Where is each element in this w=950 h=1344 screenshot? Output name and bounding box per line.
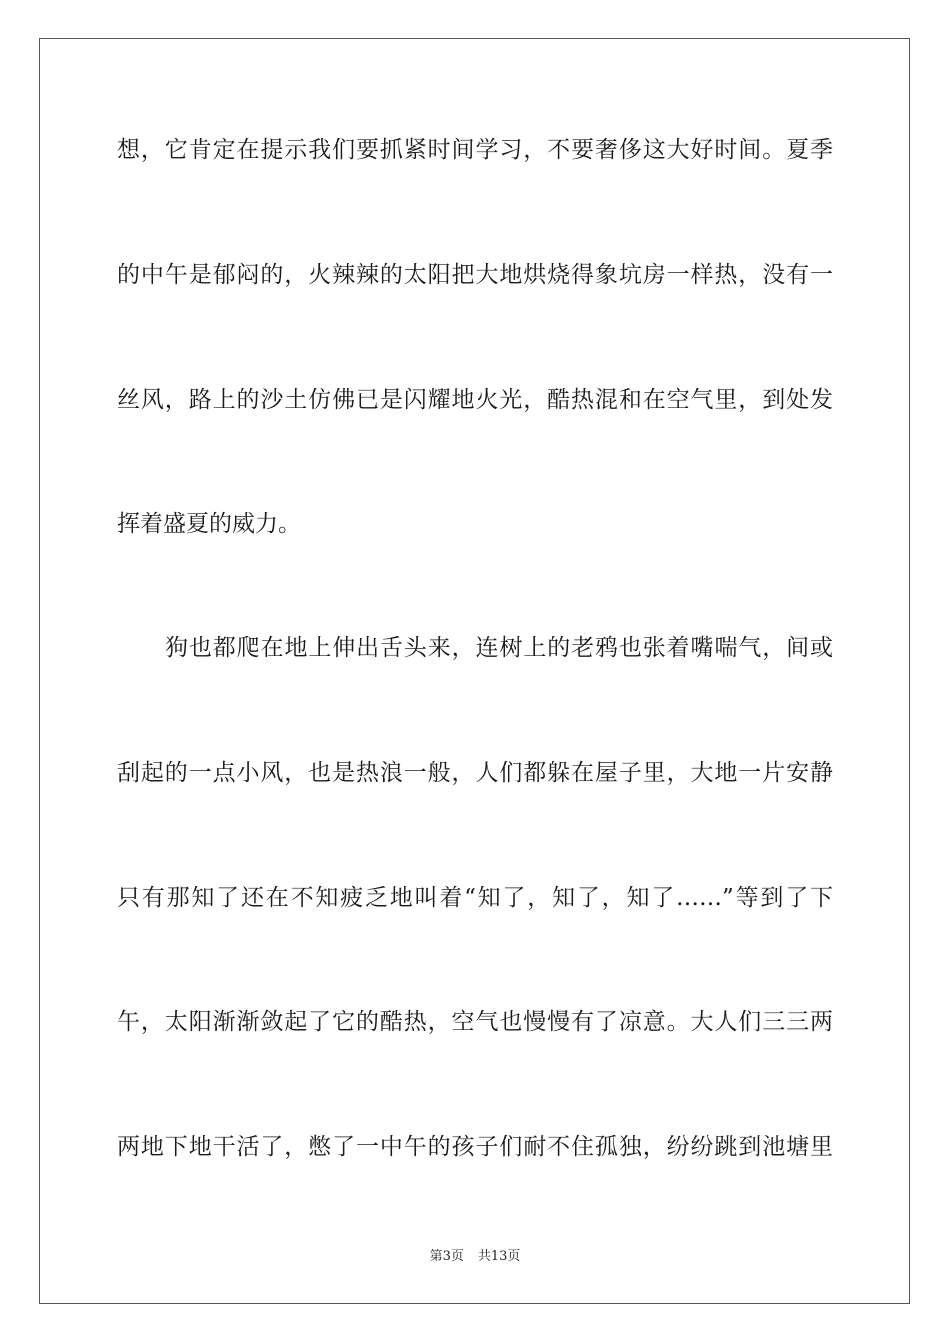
paragraph-line: 挥着盛夏的威力。 bbox=[117, 511, 301, 537]
paragraph-line: 刮起的一点小风，也是热浪一般，人们都躲在屋子里，大地一片安静 bbox=[117, 760, 833, 786]
paragraph-line: 狗也都爬在地上伸出舌头来，连树上的老鸦也张着嘴喘气，间或 bbox=[165, 635, 833, 661]
current-page-number: 第3页 bbox=[429, 1249, 464, 1264]
paragraph-line: 两地下地干活了，憋了一中午的孩子们耐不住孤独，纷纷跳到池塘里 bbox=[117, 1134, 833, 1160]
paragraph-line: 想，它肯定在提示我们要抓紧时间学习，不要奢侈这大好时间。夏季 bbox=[117, 137, 833, 163]
page-border bbox=[39, 38, 910, 1304]
page-footer bbox=[0, 1248, 950, 1266]
paragraph-line: 的中午是郁闷的，火辣辣的太阳把大地烘烧得象坑房一样热，没有一 bbox=[117, 262, 833, 288]
paragraph-line: 午，太阳渐渐敛起了它的酷热，空气也慢慢有了凉意。大人们三三两 bbox=[117, 1009, 833, 1035]
total-pages: 共13页 bbox=[477, 1249, 521, 1264]
paragraph-line: 只有那知了还在不知疲乏地叫着“知了，知了，知了……”等到了下 bbox=[117, 885, 833, 911]
paragraph-line: 丝风，路上的沙土仿佛已是闪耀地火光，酷热混和在空气里，到处发 bbox=[117, 387, 833, 413]
